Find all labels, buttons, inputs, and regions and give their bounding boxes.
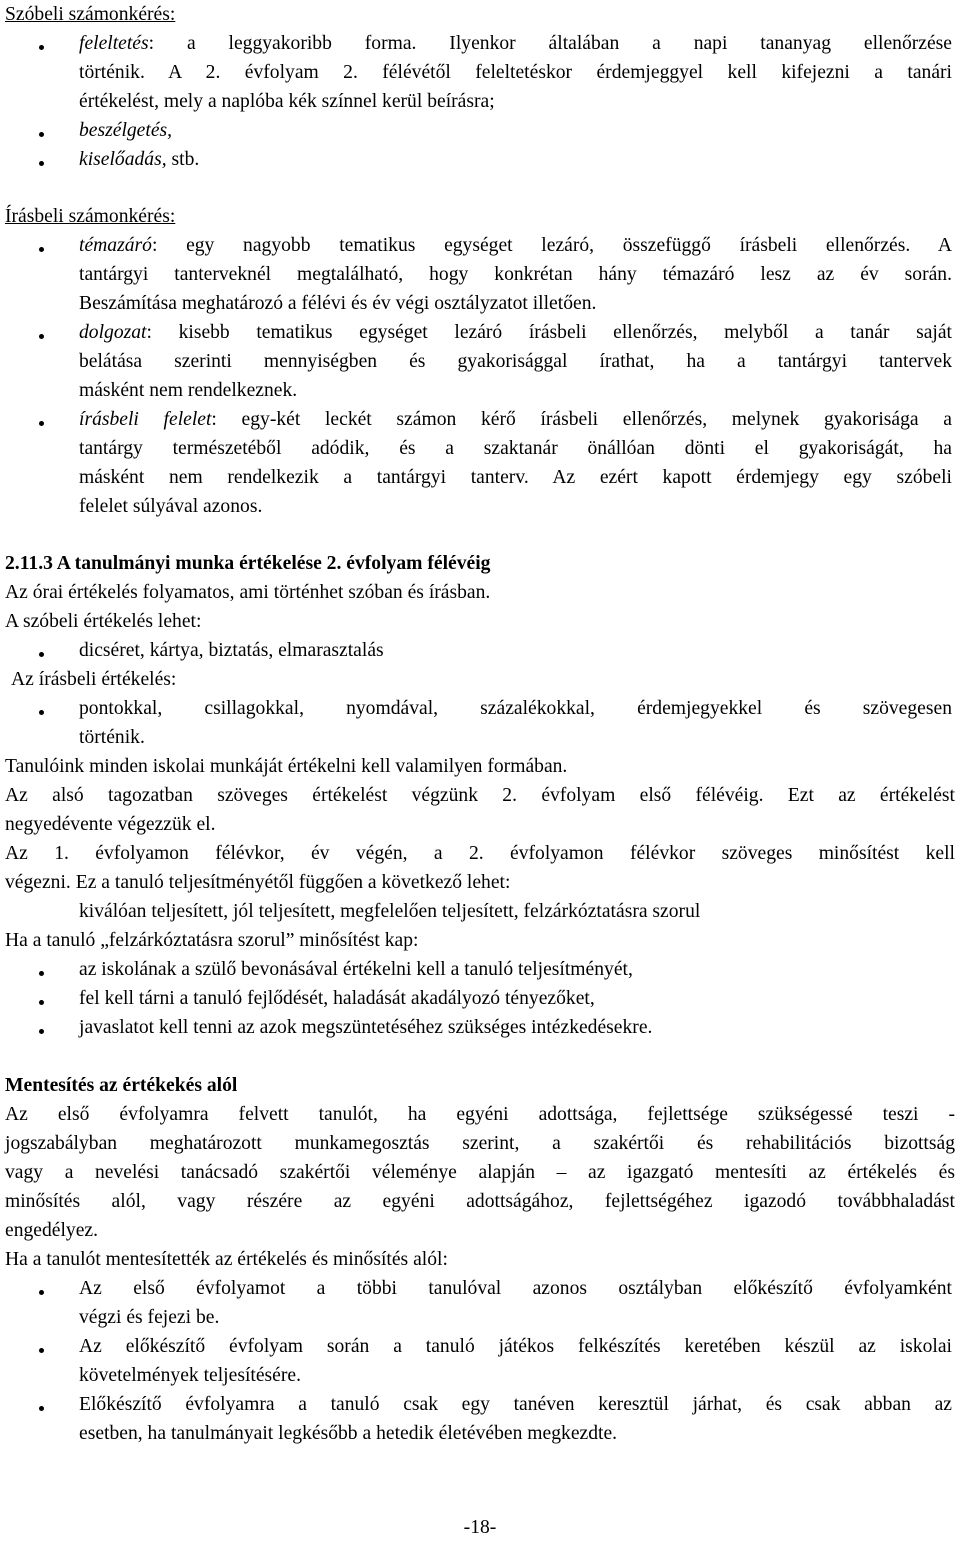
text-line <box>79 318 952 347</box>
bullet <box>39 1029 44 1034</box>
text-span: : egy nagyobb tematikus egységet lezáró, összefüggő írásbeli ellenőrzés. A <box>151 235 952 256</box>
text-line: Előkészítő évfolyamra a tanuló csak egy tanéven keresztül járhat, és csak abban az <box>79 1394 952 1415</box>
text-line: Az előkészítő évfolyam során a tanuló játékos felkészítés keretében készül az iskolai <box>79 1336 952 1357</box>
term-beszelgetes: beszélgetés, <box>79 120 173 141</box>
text-line: Az első évfolyamot a többi tanulóval azonos osztályban előkészítő évfolyamként <box>79 1278 952 1299</box>
text-line: belátása szerinti mennyiségben és gyakorisággal írathat, ha a tantárgyi tantervek <box>79 351 952 372</box>
paragraph-line: Az 1. évfolyamon félévkor, év végén, a 2. évfolyamon félévkor szöveges minősítést kell <box>5 843 955 864</box>
text-line <box>79 145 199 174</box>
text-line: végzi és fejezi be. <box>79 1307 220 1328</box>
bullet <box>39 971 44 976</box>
bullet <box>39 334 44 339</box>
text-line: dicséret, kártya, biztatás, elmarasztalás <box>79 640 384 661</box>
text-line <box>79 405 952 434</box>
text-line: követelmények teljesítésére. <box>79 1365 301 1386</box>
paragraph-line: Ha a tanulót mentesítették az értékelés és minősítés alól: <box>5 1249 448 1270</box>
text-line: fel kell tárni a tanuló fejlődését, haladását akadályozó tényezőket, <box>79 988 595 1009</box>
term-feleltetes: feleltetés <box>79 33 149 54</box>
bullet <box>39 247 44 252</box>
paragraph-line: Tanulóink minden iskolai munkáját értékelni kell valamilyen formában. <box>5 756 568 777</box>
text-line: az iskolának a szülő bevonásával értékelni kell a tanuló teljesítményét, <box>79 959 633 980</box>
bullet <box>39 421 44 426</box>
term-temazaro: témazáró <box>79 235 152 256</box>
section-heading: 2.11.3 A tanulmányi munka értékelése 2. évfolyam félévéig <box>5 553 491 574</box>
paragraph-line: Az első évfolyamra felvett tanulót, ha egyéni adottsága, fejlettsége szükségessé teszi - <box>5 1104 955 1125</box>
text-line: esetben, ha tanulmányait legkésőbb a hetedik életévében megkezdte. <box>79 1423 618 1444</box>
bullet <box>39 1290 44 1295</box>
heading-oral: Szóbeli számonkérés: <box>5 4 176 25</box>
text-line: tantárgyi tanterveknél megtalálható, hogy konkrétan hány témazáró lesz az év során. <box>79 264 952 285</box>
text-span: : kisebb tematikus egységet lezáró írásbeli ellenőrzés, melyből a tanár saját <box>146 322 952 343</box>
paragraph-line: minősítés alól, vagy részére az egyéni adottságához, fejlettségéhez igazodó továbbhaladást <box>5 1191 955 1212</box>
text-line: pontokkal, csillagokkal, nyomdával, százalékokkal, érdemjegyekkel és szövegesen <box>79 698 952 719</box>
paragraph-line: jogszabályban meghatározott munkamegosztás szerint, a szakértői és rehabilitációs bizottság <box>5 1133 955 1154</box>
term-kiseloadas: kiselőadás, <box>79 149 167 170</box>
paragraph-line: végezni. Ez a tanuló teljesítményétől függően a következő lehet: <box>5 872 511 893</box>
bullet <box>39 1000 44 1005</box>
paragraph-line: Az órai értékelés folyamatos, ami történhet szóban és írásban. <box>5 582 491 603</box>
bullet <box>39 1348 44 1353</box>
paragraph-line: A szóbeli értékelés lehet: <box>5 611 202 632</box>
text-line: Beszámítása meghatározó a félévi és év végi osztályzatot illetően. <box>79 293 597 314</box>
text-span: stb. <box>166 149 200 170</box>
text-line: javaslatot kell tenni az azok megszüntetéséhez szükséges intézkedésekre. <box>79 1017 653 1038</box>
text-line: tantárgy természetéből adódik, és a szaktanár önállóan dönti el gyakoriságát, ha <box>79 438 952 459</box>
text-line <box>79 29 952 58</box>
text-line: másként nem rendelkeznek. <box>79 380 298 401</box>
paragraph-line: engedélyez. <box>5 1220 99 1241</box>
text-span: : a leggyakoribb forma. Ilyenkor általában a napi tananyag ellenőrzése <box>148 33 952 54</box>
paragraph-line: Az alsó tagozatban szöveges értékelést végzünk 2. évfolyam első félévéig. Ezt az értékelést <box>5 785 955 806</box>
paragraph-line: vagy a nevelési tanácsadó szakértői véleménye alapján – az igazgató mentesíti az értékelés és <box>5 1162 955 1183</box>
bullet <box>39 161 44 166</box>
paragraph-line: negyedévente végezzük el. <box>5 814 216 835</box>
text-line: értékelést, mely a naplóba kék színnel kerül beírásra; <box>79 91 495 112</box>
bullet <box>39 132 44 137</box>
text-span: : egy-két leckét számon kérő írásbeli ellenőrzés, melynek gyakorisága a <box>211 409 952 430</box>
text-line: felelet súlyával azonos. <box>79 496 263 517</box>
text-line <box>79 231 952 260</box>
paragraph-line: kiválóan teljesített, jól teljesített, megfelelően teljesített, felzárkóztatásra szorul <box>79 901 701 922</box>
bullet <box>39 652 44 657</box>
term-irasbeli-felelet: írásbeli felelet <box>79 409 212 430</box>
bullet <box>39 710 44 715</box>
text-line: történik. A 2. évfolyam 2. félévétől feleltetéskor érdemjeggyel kell kifejezni a tanári <box>79 62 952 83</box>
page-number: -18- <box>463 1517 497 1538</box>
heading-written: Írásbeli számonkérés: <box>5 206 176 227</box>
text-line: történik. <box>79 727 145 748</box>
bullet <box>39 45 44 50</box>
paragraph-line: Az írásbeli értékelés: <box>11 669 177 690</box>
section-heading: Mentesítés az értékekés alól <box>5 1075 238 1096</box>
text-line: másként nem rendelkezik a tantárgyi tanterv. Az ezért kapott érdemjegy egy szóbeli <box>79 467 952 488</box>
term-dolgozat: dolgozat <box>79 322 147 343</box>
bullet <box>39 1406 44 1411</box>
paragraph-line: Ha a tanuló „felzárkóztatásra szorul” minősítést kap: <box>5 930 419 951</box>
